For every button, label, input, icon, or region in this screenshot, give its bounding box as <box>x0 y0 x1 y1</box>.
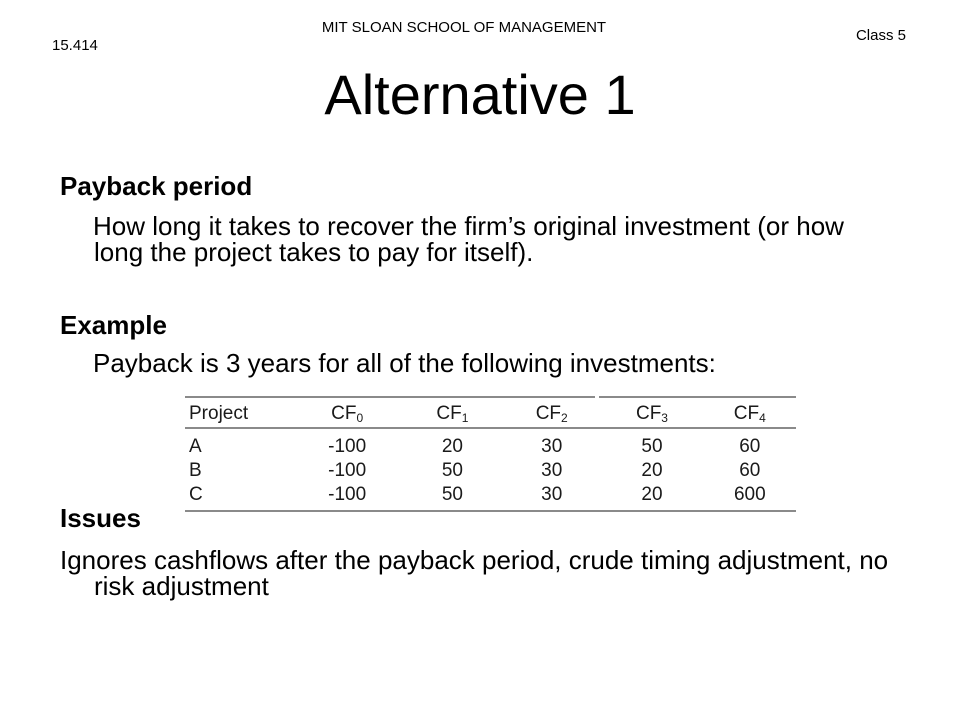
table-cell: 20 <box>641 460 663 481</box>
table-cell: 60 <box>739 460 761 481</box>
col-header-subscript: 1 <box>461 410 469 425</box>
table-bottom-rule <box>185 510 796 512</box>
course-number: 15.414 <box>52 37 98 54</box>
table-row <box>185 483 796 507</box>
table-cell: 30 <box>541 484 563 505</box>
table-cell: C <box>189 484 203 505</box>
col-header-cf1 <box>402 396 503 429</box>
cashflow-table-frame <box>185 396 796 512</box>
payback-heading: Payback period <box>60 171 253 201</box>
school-name: MIT SLOAN SCHOOL OF MANAGEMENT <box>321 19 607 36</box>
table-cell: 50 <box>441 484 463 505</box>
payback-definition: How long it takes to recover the firm’s original investment (or how long the project takes to pay for itself). <box>93 211 844 267</box>
table-cell: 20 <box>441 436 463 457</box>
col-header-cf3 <box>600 396 703 429</box>
cashflow-table <box>185 396 796 507</box>
example-text: Payback is 3 years for all of the following investments: <box>93 348 716 378</box>
col-header-text: Project <box>189 402 249 424</box>
class-label: Class 5 <box>855 27 906 44</box>
table-cell: 30 <box>541 436 563 457</box>
col-header-text: CF <box>331 402 357 424</box>
table-cell: 20 <box>641 484 663 505</box>
col-header-subscript: 3 <box>661 410 668 425</box>
table-cell: 50 <box>441 460 463 481</box>
table-row <box>185 459 796 483</box>
col-header-text: CF <box>436 402 462 424</box>
table-cell: 50 <box>641 436 663 457</box>
example-heading: Example <box>60 310 167 340</box>
issues-heading: Issues <box>60 503 141 533</box>
col-header-text: CF <box>635 402 662 424</box>
table-cell: -100 <box>328 460 367 481</box>
col-header-subscript: 2 <box>561 410 568 425</box>
col-header-cf4 <box>704 396 796 429</box>
col-header-subscript: 4 <box>759 410 766 425</box>
issues-text: Ignores cashflows after the payback period, crude timing adjustment, no risk adjustment <box>60 545 889 601</box>
table-header-row <box>185 396 796 429</box>
col-header-project <box>185 396 293 429</box>
table-cell: -100 <box>328 436 367 457</box>
col-header-text: CF <box>733 402 760 424</box>
col-header-subscript: 0 <box>356 410 364 425</box>
table-cell: A <box>189 436 202 457</box>
table-cell: 30 <box>541 460 563 481</box>
col-header-cf0 <box>293 396 402 429</box>
col-header-cf2 <box>503 396 600 429</box>
table-cell: -100 <box>328 484 367 505</box>
table-cell: B <box>189 460 202 481</box>
table-row <box>185 429 796 459</box>
table-cell: 600 <box>733 484 766 505</box>
slide-title: Alternative 1 <box>324 63 636 126</box>
col-header-text: CF <box>535 402 562 424</box>
table-cell: 60 <box>739 436 761 457</box>
